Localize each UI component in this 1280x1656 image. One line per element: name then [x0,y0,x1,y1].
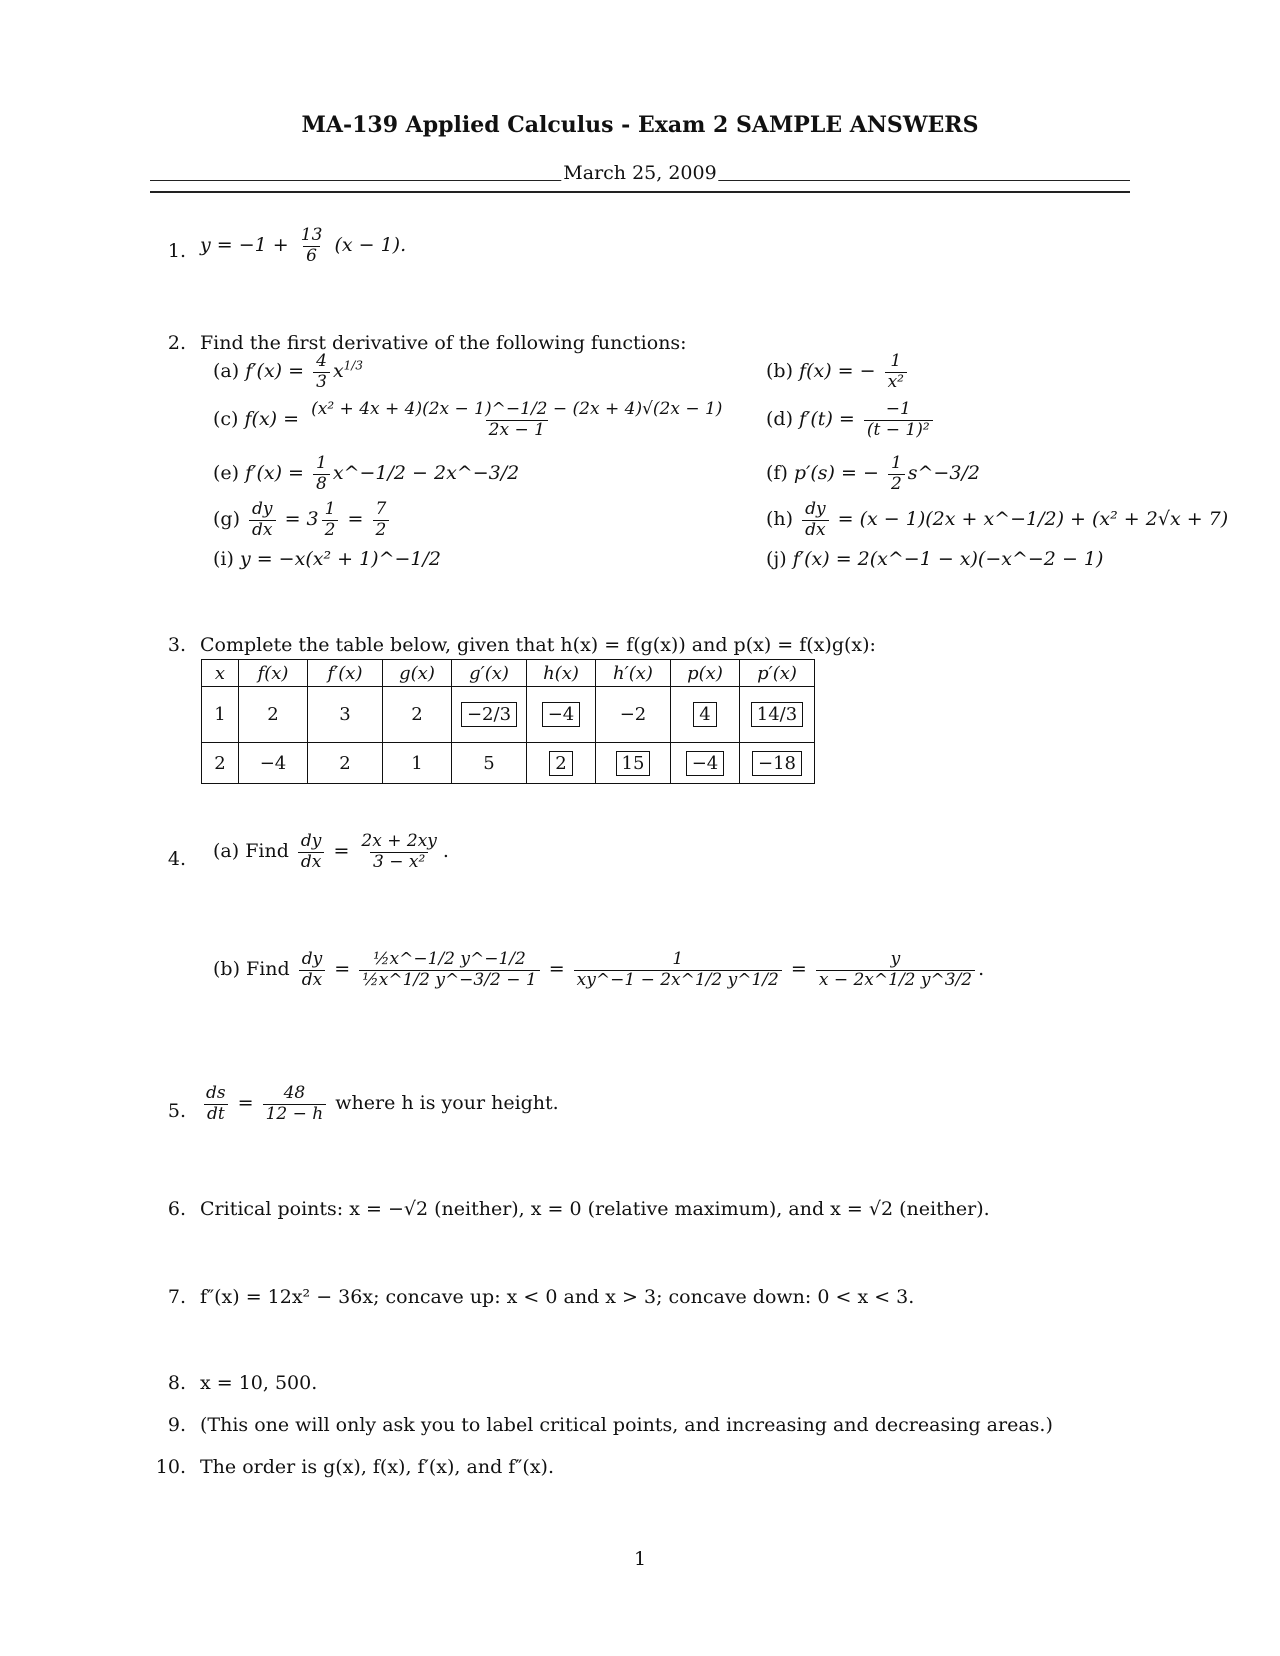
q2g-lhs-d: dx [249,520,275,541]
q4b-n2: 1 [672,949,684,969]
q2a-label: (a) [213,360,240,383]
q2e-frac [313,454,330,494]
answer-box: −4 [686,751,725,776]
header-h: h(x) [527,660,596,687]
q2-prompt: Find the first derivative of the following functions: [200,332,687,354]
q2e-label: (e) [213,462,240,485]
q1-text: y = −1 + [200,234,289,257]
q2b-n: 1 [890,351,902,371]
q5-n: 48 [283,1083,306,1103]
header-x: x [202,660,239,687]
q4a-find: Find [245,840,289,863]
q2f-lhs: p′(s) = − [793,462,879,485]
q2g-eq: = [347,508,364,531]
q4b-lhs-frac [299,950,326,990]
cell: 1 [383,743,452,784]
cell [527,687,596,743]
q4b-frac1 [359,950,539,990]
q2g-d1: 2 [322,520,339,541]
q4b-frac2 [574,950,782,990]
values-table [201,659,815,784]
cell: −4 [239,743,308,784]
q5-tail: where h is your height. [335,1092,559,1115]
q6-answer: Critical points: x = −√2 (neither), x = 0 (relative maximum), and x = √2 (neither). [200,1198,990,1220]
header-gprime: g′(x) [452,660,527,687]
q2c-lhs: f(x) = [244,408,300,431]
q8-number: 8. [167,1372,186,1394]
q4b: (b) Find $\frac{dy}{dx}$ = $\frac{\text{½x\textasciicircum{}−1/2 y\textasciicircum{}−1/2}}{\text{½x\textasciicircum{}1/2 y\textasciicircum{}−3/2 − 1}}$ = $\frac{1}{xy\^{}-1 - 2x\^{}1/2 y\^{}1/2}$ = $\frac{y}{x - 2x\^{}1/2 y\^{}3/2}$ . [213,949,985,990]
q5-lhs-d: dt [204,1104,228,1125]
header-g: g(x) [383,660,452,687]
q2c-frac [308,400,725,440]
q2a-frac [313,352,330,392]
q2g-d2: 2 [373,520,390,541]
rule-bottom [150,191,1130,193]
q2j [766,548,1103,570]
q2g-lhs-n: dy [252,499,273,519]
q2i [213,548,441,570]
q1-tail: (x − 1). [334,234,407,257]
q3-prompt: Complete the table below, given that h(x) = f(g(x)) and p(x) = f(x)g(x): [200,634,876,656]
answer-box: 2 [549,751,572,776]
cell [740,743,815,784]
q2h-rest: = (x − 1)(2x + x^−1/2) + (x² + 2√x + 7) [837,508,1229,531]
q2j-text: f′(x) = 2(x^−1 − x)(−x^−2 − 1) [792,548,1104,570]
q4a-n: 2x + 2xy [361,831,437,851]
cell [740,687,815,743]
q2e [213,454,519,494]
page-title: MA-139 Applied Calculus - Exam 2 SAMPLE ANSWERS [301,112,979,138]
q4-number: 4. [167,848,186,870]
q2a-d: 3 [313,372,330,393]
cell: 3 [308,687,383,743]
date-line [150,162,1130,196]
q5-answer: $\frac{ds}{dt}$ = $\frac{48}{12 - h}$ where h is your height. [200,1084,559,1124]
cell: 2 [202,743,239,784]
q2b-lhs: f(x) = − [799,360,876,383]
exam-date: March 25, 2009 [563,162,717,184]
q2h-lhs-frac [802,500,829,540]
q4b-n3: y [890,949,901,969]
q2h-lhs-n: dy [805,499,826,519]
q4b-d2: xy^−1 − 2x^1/2 y^1/2 [574,970,782,991]
q2-number: 2. [167,332,186,354]
q4a: (a) Find $\frac{dy}{dx}$ = $\frac{2x + 2xy}{\text{3 − x²}}$ . [213,831,449,872]
q2b-d: x² [885,372,907,393]
table-header-row [202,660,815,687]
q2g-lhs-frac [249,500,276,540]
header-p: p(x) [671,660,740,687]
q2e-lhs: f′(x) = [245,462,304,485]
cell [452,687,527,743]
q8-answer: x = 10, 500. [200,1372,318,1394]
q2e-d: 8 [313,474,330,495]
q2f [766,454,980,494]
q2i-label: (i) [213,548,234,570]
q2h [766,500,1228,540]
cell: 5 [452,743,527,784]
q2d-frac [864,400,933,440]
q4a-lhs-frac [298,832,325,872]
q1-fraction [298,226,326,266]
q1-frac-den: 6 [303,246,320,267]
q2f-rest: s^−3/2 [907,462,980,485]
q5-frac [263,1084,327,1124]
q10-number: 10. [155,1456,186,1478]
table-row [202,687,815,743]
q5-lhs-n: ds [206,1083,226,1103]
cell [596,743,671,784]
q2d-lhs: f′(t) = [799,408,855,431]
q10-answer: The order is g(x), f(x), f′(x), and f″(x). [200,1456,554,1478]
q2c-label: (c) [213,408,239,431]
q4b-find: Find [246,958,290,981]
q4a-lhs-n: dy [300,831,322,851]
q2h-lhs-d: dx [802,520,828,541]
cell: 2 [383,687,452,743]
q2j-label: (j) [766,548,787,570]
q4b-lhs-d: dx [299,970,325,991]
q9-answer: (This one will only ask you to label critical points, and increasing and decreasing areas.) [200,1414,1053,1436]
q2b [766,352,910,392]
q4a-lhs-d: dx [298,852,324,873]
q6-number: 6. [167,1198,186,1220]
cell: 2 [308,743,383,784]
answer-box: −18 [752,751,802,776]
q4b-frac3 [816,950,975,990]
q2f-frac [888,454,905,494]
q1-number: 1. [167,240,186,262]
q2d-label: (d) [766,408,793,431]
q2a-sup: 1/3 [343,358,363,373]
cell [671,687,740,743]
q4b-lhs-n: dy [301,949,323,969]
q5-d: 12 − h [263,1104,327,1125]
q4b-n1: ½x^−1/2 y^−1/2 [373,949,526,969]
q2a-lhs: f′(x) = [245,360,305,383]
q2g-frac2 [373,500,390,540]
q5-lhs-frac [203,1084,229,1124]
q2g-n2: 7 [375,499,387,519]
q2f-label: (f) [766,462,788,485]
q2g-frac1 [322,500,339,540]
q2g-n1: 1 [324,499,336,519]
answer-box: 4 [693,702,716,727]
q2g [213,500,392,540]
answer-box: −4 [542,702,581,727]
q2b-label: (b) [766,360,793,383]
q2c [213,400,728,440]
answer-box: 14/3 [751,702,803,727]
cell: −2 [596,687,671,743]
q4b-d1: ½x^1/2 y^−3/2 − 1 [359,970,539,991]
q2d [766,400,936,440]
q2c-n: (x² + 4x + 4)(2x − 1)^−1/2 − (2x + 4)√(2x − 1) [311,399,723,419]
q2e-rest: x^−1/2 − 2x^−3/2 [332,462,520,485]
q2f-n: 1 [890,453,902,473]
header-fprime: f′(x) [308,660,383,687]
cell: 1 [202,687,239,743]
header-pprime: p′(x) [740,660,815,687]
answer-box: −2/3 [461,702,517,727]
q2d-n: −1 [885,399,911,419]
q2f-d: 2 [888,474,905,495]
q2h-label: (h) [766,508,794,531]
q2g-mid: = 3 [284,508,319,531]
table-row [202,743,815,784]
q3-number: 3. [167,634,186,656]
cell [671,743,740,784]
q4a-label: (a) [213,840,240,863]
q2g-label: (g) [213,508,240,531]
q4b-d3: x − 2x^1/2 y^3/2 [816,970,975,991]
answer-box: 15 [616,751,651,776]
q2a-rest: x [332,360,344,383]
q1-answer [200,226,406,266]
q7-answer: f″(x) = 12x² − 36x; concave up: x < 0 and x > 3; concave down: 0 < x < 3. [200,1286,915,1308]
q2b-frac [885,352,907,392]
q1-frac-num: 13 [300,225,323,245]
q9-number: 9. [167,1414,186,1436]
q4a-d: 3 − x² [370,852,428,873]
header-hprime: h′(x) [596,660,671,687]
q2c-d: 2x − 1 [486,420,548,441]
cell: 2 [239,687,308,743]
q5-number: 5. [167,1100,186,1122]
header-f: f(x) [239,660,308,687]
q2e-n: 1 [316,453,327,473]
q4a-frac [358,832,439,872]
cell [527,743,596,784]
q4b-label: (b) [213,958,240,981]
q2i-text: y = −x(x² + 1)^−1/2 [239,548,441,570]
page-number: 1 [633,1548,647,1570]
q7-number: 7. [167,1286,186,1308]
q2d-d: (t − 1)² [864,420,933,441]
q2a [213,352,363,392]
q2a-n: 4 [316,351,327,371]
